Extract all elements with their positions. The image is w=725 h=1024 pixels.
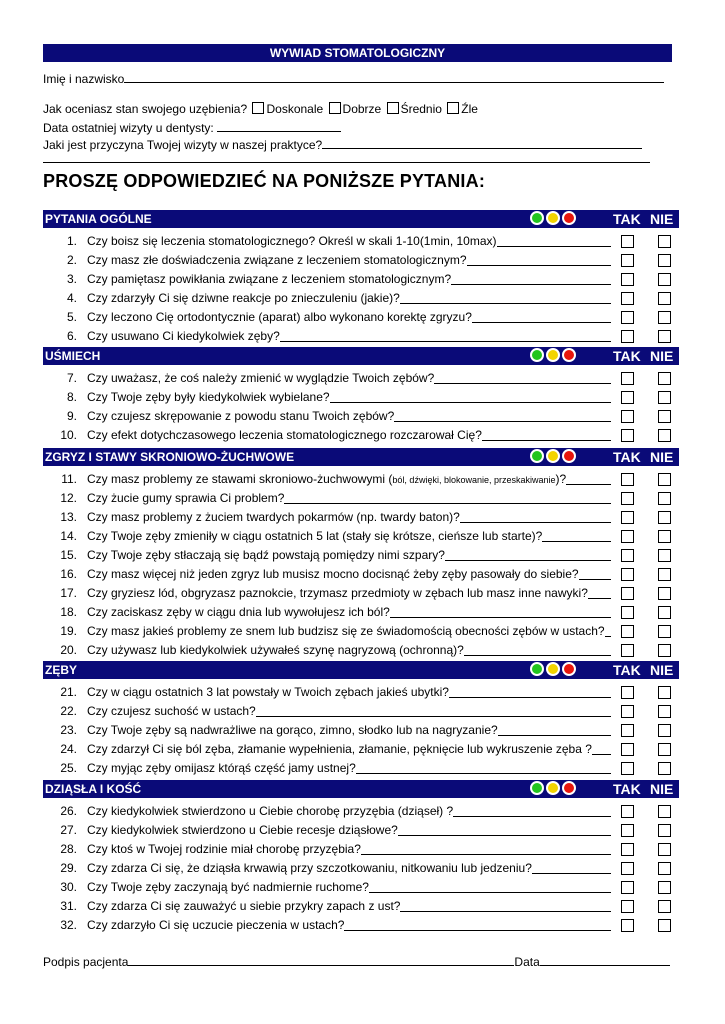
question-number: 14.: [60, 529, 77, 543]
yes-checkbox[interactable]: [621, 292, 634, 305]
question-text: [87, 409, 394, 423]
question-number: 20.: [60, 643, 77, 657]
signature-row: [43, 953, 670, 969]
question-text: [87, 861, 532, 875]
question-number: 9.: [66, 409, 77, 423]
no-checkbox[interactable]: [658, 705, 671, 718]
green-light-icon: [530, 211, 544, 225]
answer-line[interactable]: [344, 930, 611, 931]
last-visit-label: Data ostatniej wizyty u dentysty:: [43, 121, 214, 135]
answer-line[interactable]: [542, 541, 611, 542]
reason-label: Jaki jest przyczyna Twojej wizyty w naszej praktyce?: [43, 138, 323, 152]
question-number: 7.: [66, 371, 77, 385]
question-text: [87, 567, 579, 581]
no-column-label: NIE: [650, 662, 674, 678]
question-text-main: Czy boisz się leczenia stomatologicznego? Określ w skali 1-10(1min, 10max): [87, 234, 497, 248]
reason-row: [43, 136, 642, 152]
question-text: [87, 428, 482, 442]
question-text: [87, 510, 460, 524]
question-text: [87, 899, 400, 913]
no-column-label: NIE: [650, 781, 674, 797]
no-checkbox[interactable]: [658, 511, 671, 524]
question-text: [87, 723, 498, 737]
traffic-lights: [530, 449, 576, 465]
answer-line[interactable]: [434, 383, 611, 384]
question-text-main: Czy Twoje zęby stłaczają się bądź powstają pomiędzy nimi szpary?: [87, 548, 445, 562]
answer-line[interactable]: [532, 873, 611, 874]
date-label: Data: [514, 955, 540, 969]
question-row: [43, 308, 679, 326]
yes-checkbox[interactable]: [621, 311, 634, 324]
question-row: [43, 232, 679, 250]
question-row: [43, 327, 679, 345]
no-checkbox[interactable]: [658, 492, 671, 505]
answer-line[interactable]: [356, 773, 611, 774]
section-title: PYTANIA OGÓLNE: [45, 212, 152, 226]
traffic-lights: [530, 348, 576, 364]
yes-checkbox[interactable]: [621, 843, 634, 856]
yes-checkbox[interactable]: [621, 762, 634, 775]
teeth-question: Jak oceniasz stan swojego uzębienia?: [43, 102, 248, 116]
no-checkbox[interactable]: [658, 391, 671, 404]
green-light-icon: [530, 781, 544, 795]
question-row: [43, 527, 679, 545]
question-number: 24.: [60, 742, 77, 756]
no-checkbox[interactable]: [658, 724, 671, 737]
question-text-main: Czy w ciągu ostatnich 3 lat powstały w Twoich zębach jakieś ubytki?: [87, 685, 449, 699]
question-row: [43, 251, 679, 269]
question-text-main: Czy zdarzyły Ci się dziwne reakcje po znieczuleniu (jakie)?: [87, 291, 400, 305]
answer-line[interactable]: [280, 341, 611, 342]
option-zle-checkbox[interactable]: [447, 102, 459, 114]
yes-checkbox[interactable]: [621, 410, 634, 423]
question-text: [87, 823, 398, 837]
question-row: [43, 802, 679, 820]
question-number: 15.: [60, 548, 77, 562]
question-row: [43, 840, 679, 858]
question-number: 31.: [60, 899, 77, 913]
answer-line[interactable]: [453, 816, 611, 817]
section-title: DZIĄSŁA I KOŚĆ: [45, 782, 142, 796]
no-checkbox[interactable]: [658, 686, 671, 699]
question-text: [87, 548, 445, 562]
no-checkbox[interactable]: [658, 473, 671, 486]
no-checkbox[interactable]: [658, 900, 671, 913]
yes-column-label: TAK: [613, 348, 641, 364]
question-row: [43, 821, 679, 839]
question-number: 6.: [66, 329, 77, 343]
question-text-main: Czy masz więcej niż jeden zgryz lub musisz mocno docisnąć żeby zęby pasowały do siebie?: [87, 567, 579, 581]
no-checkbox[interactable]: [658, 762, 671, 775]
question-text-main: Czy masz złe doświadczenia związane z leczeniem stomatologicznym?: [87, 253, 467, 267]
traffic-lights: [530, 211, 576, 227]
yes-checkbox[interactable]: [621, 429, 634, 442]
red-light-icon: [562, 662, 576, 676]
question-row: [43, 369, 679, 387]
question-text-main: Czy zdarza Ci się zauważyć u siebie przykry zapach z ust?: [87, 899, 401, 913]
yellow-light-icon: [546, 449, 560, 463]
traffic-lights: [530, 662, 576, 678]
green-light-icon: [530, 449, 544, 463]
question-text-main: Czy zdarzyło Ci się uczucie pieczenia w ustach?: [87, 918, 345, 932]
question-row: [43, 584, 679, 602]
no-checkbox[interactable]: [658, 824, 671, 837]
reason-field[interactable]: [322, 136, 642, 149]
question-number: 16.: [60, 567, 77, 581]
question-text-main: Czy czujesz suchość w ustach?: [87, 704, 256, 718]
no-checkbox[interactable]: [658, 805, 671, 818]
question-row: [43, 407, 679, 425]
question-text-detail: ból, dźwięki, blokowanie, przeskakiwanie: [392, 475, 556, 485]
question-number: 17.: [60, 586, 77, 600]
answer-line[interactable]: [390, 617, 611, 618]
question-number: 3.: [66, 272, 77, 286]
answer-line[interactable]: [498, 735, 611, 736]
yes-checkbox[interactable]: [621, 473, 634, 486]
answer-line[interactable]: [566, 484, 611, 485]
option-dobrze-label: Dobrze: [342, 102, 382, 116]
yes-checkbox[interactable]: [621, 254, 634, 267]
form-title: WYWIAD STOMATOLOGICZNY: [43, 44, 672, 62]
name-label: Imię i nazwisko: [43, 72, 125, 86]
question-text: [87, 704, 256, 718]
green-light-icon: [530, 348, 544, 362]
question-row: [43, 740, 679, 758]
question-row: [43, 603, 679, 621]
section-header-1: [43, 210, 679, 228]
yes-checkbox[interactable]: [621, 530, 634, 543]
question-row: [43, 878, 679, 896]
answer-line[interactable]: [579, 579, 611, 580]
question-number: 4.: [66, 291, 77, 305]
question-text: [87, 529, 542, 543]
answer-line[interactable]: [482, 440, 611, 441]
section-title: ZĘBY: [45, 663, 78, 677]
question-text-main: Czy używasz lub kiedykolwiek używałeś szynę nagryzową (ochronną)?: [87, 643, 464, 657]
question-text-main: Czy kiedykolwiek stwierdzono u Ciebie chorobę przyzębia (dziąseł) ?: [87, 804, 454, 818]
question-row: [43, 702, 679, 720]
question-number: 2.: [66, 253, 77, 267]
yes-checkbox[interactable]: [621, 919, 634, 932]
answer-line[interactable]: [369, 892, 611, 893]
yellow-light-icon: [546, 211, 560, 225]
question-row: [43, 622, 679, 640]
yes-column-label: TAK: [613, 211, 641, 227]
question-text-main: Czy myjąc zęby omijasz którąś część jamy ustnej?: [87, 761, 356, 775]
question-text-main: Czy usuwano Ci kiedykolwiek zęby?: [87, 329, 280, 343]
yes-checkbox[interactable]: [621, 824, 634, 837]
yes-checkbox[interactable]: [621, 686, 634, 699]
question-text-main: Czy zdarza Ci się, że dziąsła krwawią przy szczotkowaniu, nitkowaniu lub jedzeniu?: [87, 861, 532, 875]
yellow-light-icon: [546, 662, 560, 676]
question-text: [87, 291, 400, 305]
yes-checkbox[interactable]: [621, 705, 634, 718]
question-row: [43, 270, 679, 288]
name-row: [43, 70, 664, 86]
no-checkbox[interactable]: [658, 881, 671, 894]
answer-line[interactable]: [256, 716, 611, 717]
no-checkbox[interactable]: [658, 311, 671, 324]
question-number: 23.: [60, 723, 77, 737]
yes-column-label: TAK: [613, 449, 641, 465]
section-title: UŚMIECH: [45, 349, 101, 363]
question-text: [87, 491, 284, 505]
question-text-main: Czy masz problemy z żuciem twardych pokarmów (np. twardy baton)?: [87, 510, 460, 524]
question-number: 13.: [60, 510, 77, 524]
yes-column-label: TAK: [613, 781, 641, 797]
yes-checkbox[interactable]: [621, 606, 634, 619]
question-text-tail: )?: [555, 472, 567, 486]
question-text-main: Czy kiedykolwiek stwierdzono u Ciebie recesje dziąsłowe?: [87, 823, 398, 837]
answer-line[interactable]: [284, 503, 611, 504]
question-row: [43, 683, 679, 701]
answer-line[interactable]: [449, 697, 611, 698]
question-text: [87, 880, 369, 894]
yes-checkbox[interactable]: [621, 881, 634, 894]
question-row: [43, 565, 679, 583]
yes-checkbox[interactable]: [621, 235, 634, 248]
yes-checkbox[interactable]: [621, 273, 634, 286]
answer-line[interactable]: [330, 402, 611, 403]
option-doskonale-label: Doskonale: [266, 102, 324, 116]
question-row: [43, 916, 679, 934]
no-checkbox[interactable]: [658, 587, 671, 600]
no-checkbox[interactable]: [658, 625, 671, 638]
question-text: [87, 643, 464, 657]
question-text: [87, 685, 449, 699]
teeth-rating-row: [43, 102, 478, 116]
question-number: 19.: [60, 624, 77, 638]
yes-checkbox[interactable]: [621, 511, 634, 524]
question-number: 22.: [60, 704, 77, 718]
question-text: [87, 605, 390, 619]
yellow-light-icon: [546, 348, 560, 362]
question-text: [87, 329, 280, 343]
yes-checkbox[interactable]: [621, 900, 634, 913]
no-checkbox[interactable]: [658, 568, 671, 581]
red-light-icon: [562, 348, 576, 362]
no-checkbox[interactable]: [658, 235, 671, 248]
section-title: ZGRYZ I STAWY SKRONIOWO-ŻUCHWOWE: [45, 450, 295, 464]
question-row: [43, 388, 679, 406]
question-text: [87, 804, 453, 818]
question-text-main: Czy pamiętasz powikłania związane z leczeniem stomatologicznym?: [87, 272, 452, 286]
answer-line[interactable]: [592, 754, 611, 755]
question-text: [87, 761, 356, 775]
yes-column-label: TAK: [613, 662, 641, 678]
question-text-main: Czy masz problemy ze stawami skroniowo-żuchwowymi (: [87, 472, 393, 486]
answer-line[interactable]: [460, 522, 611, 523]
answer-line[interactable]: [497, 246, 611, 247]
green-light-icon: [530, 662, 544, 676]
question-text-main: Czy leczono Cię ortodontycznie (aparat) albo wykonano korektę zgryzu?: [87, 310, 472, 324]
signature-field[interactable]: [128, 953, 514, 966]
yes-checkbox[interactable]: [621, 330, 634, 343]
answer-line[interactable]: [361, 854, 611, 855]
question-row: [43, 641, 679, 659]
question-text: [87, 390, 330, 404]
no-checkbox[interactable]: [658, 254, 671, 267]
question-number: 18.: [60, 605, 77, 619]
name-field[interactable]: [124, 70, 664, 83]
question-number: 5.: [66, 310, 77, 324]
red-light-icon: [562, 211, 576, 225]
question-text-main: Czy Twoje zęby zaczynają być nadmiernie ruchome?: [87, 880, 369, 894]
yes-checkbox[interactable]: [621, 724, 634, 737]
reason-field-line-2[interactable]: [43, 162, 650, 163]
question-number: 10.: [60, 428, 77, 442]
yes-checkbox[interactable]: [621, 862, 634, 875]
no-column-label: NIE: [650, 449, 674, 465]
no-column-label: NIE: [650, 211, 674, 227]
question-text-main: Czy zdarzył Ci się ból zęba, złamanie wypełnienia, złamanie, pęknięcie lub wykruszenie zęba ?: [87, 742, 592, 756]
no-checkbox[interactable]: [658, 743, 671, 756]
question-text: [87, 310, 472, 324]
yes-checkbox[interactable]: [621, 372, 634, 385]
question-text-main: Czy Twoje zęby są nadwrażliwe na gorąco, zimno, słodko lub na nagryzanie?: [87, 723, 498, 737]
question-row: [43, 508, 679, 526]
question-number: 21.: [60, 685, 77, 699]
option-zle-label: Źle: [461, 102, 478, 116]
question-number: 25.: [60, 761, 77, 775]
no-checkbox[interactable]: [658, 429, 671, 442]
option-dobrze-checkbox[interactable]: [329, 102, 341, 114]
question-number: 11.: [61, 472, 77, 486]
no-column-label: NIE: [650, 348, 674, 364]
question-text-main: Czy Twoje zęby były kiedykolwiek wybielane?: [87, 390, 330, 404]
red-light-icon: [562, 449, 576, 463]
no-checkbox[interactable]: [658, 919, 671, 932]
date-field[interactable]: [540, 953, 670, 966]
question-text: [87, 918, 344, 932]
yes-checkbox[interactable]: [621, 625, 634, 638]
yes-checkbox[interactable]: [621, 743, 634, 756]
answer-line[interactable]: [467, 265, 611, 266]
no-checkbox[interactable]: [658, 644, 671, 657]
question-text: [87, 472, 566, 486]
yes-checkbox[interactable]: [621, 644, 634, 657]
section-header-3: [43, 448, 679, 466]
question-row: [43, 546, 679, 564]
question-number: 28.: [60, 842, 77, 856]
answer-line[interactable]: [445, 560, 611, 561]
no-checkbox[interactable]: [658, 273, 671, 286]
section-header-5: [43, 780, 679, 798]
red-light-icon: [562, 781, 576, 795]
question-row: [43, 759, 679, 777]
question-text: [87, 272, 451, 286]
yes-checkbox[interactable]: [621, 805, 634, 818]
question-text: [87, 624, 605, 638]
question-number: 1.: [66, 234, 77, 248]
question-row: [43, 859, 679, 877]
question-number: 26.: [60, 804, 77, 818]
question-text-main: Czy uważasz, że coś należy zmienić w wyglądzie Twoich zębów?: [87, 371, 435, 385]
question-text-main: Czy czujesz skrępowanie z powodu stanu Twoich zębów?: [87, 409, 395, 423]
question-text-main: Czy zaciskasz zęby w ciągu dnia lub wywołujesz ich ból?: [87, 605, 390, 619]
no-checkbox[interactable]: [658, 606, 671, 619]
yes-checkbox[interactable]: [621, 549, 634, 562]
section-header-2: [43, 347, 679, 365]
question-number: 27.: [60, 823, 77, 837]
no-checkbox[interactable]: [658, 372, 671, 385]
question-number: 30.: [60, 880, 77, 894]
question-text-main: Czy gryziesz lód, obgryzasz paznokcie, trzymasz przedmioty w zębach lub masz inne nawyki?: [87, 586, 588, 600]
question-text-main: Czy efekt dotychczasowego leczenia stomatologicznego rozczarował Cię?: [87, 428, 482, 442]
signature-label: Podpis pacjenta: [43, 955, 129, 969]
last-visit-row: [43, 119, 341, 135]
yes-checkbox[interactable]: [621, 568, 634, 581]
answer-line[interactable]: [605, 636, 611, 637]
question-text: [87, 842, 361, 856]
yellow-light-icon: [546, 781, 560, 795]
no-checkbox[interactable]: [658, 292, 671, 305]
answer-line[interactable]: [400, 911, 611, 912]
question-row: [43, 721, 679, 739]
question-text: [87, 371, 434, 385]
section-header-4: [43, 661, 679, 679]
traffic-lights: [530, 781, 576, 797]
question-text-main: Czy żucie gumy sprawia Ci problem?: [87, 491, 285, 505]
answer-line[interactable]: [398, 835, 611, 836]
no-checkbox[interactable]: [658, 862, 671, 875]
answer-line[interactable]: [394, 421, 611, 422]
question-text: [87, 742, 592, 756]
question-number: 29.: [60, 861, 77, 875]
question-text: [87, 586, 588, 600]
no-checkbox[interactable]: [658, 410, 671, 423]
answer-line[interactable]: [472, 322, 611, 323]
no-checkbox[interactable]: [658, 330, 671, 343]
answer-line[interactable]: [451, 284, 611, 285]
answer-line[interactable]: [400, 303, 611, 304]
question-row: [43, 426, 679, 444]
question-text: [87, 253, 467, 267]
last-visit-field[interactable]: [217, 119, 341, 132]
option-doskonale-checkbox[interactable]: [252, 102, 264, 114]
question-text: [87, 234, 497, 248]
option-srednio-label: Średnio: [400, 102, 442, 116]
option-srednio-checkbox[interactable]: [387, 102, 399, 114]
question-text-main: Czy masz jakieś problemy ze snem lub budzisz się ze świadomością obecności zębów w ustach?: [87, 624, 605, 638]
no-checkbox[interactable]: [658, 843, 671, 856]
question-number: 32.: [60, 918, 77, 932]
no-checkbox[interactable]: [658, 549, 671, 562]
answer-line[interactable]: [464, 655, 611, 656]
question-row: [43, 489, 679, 507]
question-row: [43, 289, 679, 307]
question-row: [43, 470, 679, 488]
yes-checkbox[interactable]: [621, 587, 634, 600]
question-row: [43, 897, 679, 915]
yes-checkbox[interactable]: [621, 391, 634, 404]
answer-line[interactable]: [588, 598, 611, 599]
question-text-main: Czy Twoje zęby zmieniły w ciągu ostatnich 5 lat (stały się krótsze, cieńsze lub starte)?: [87, 529, 543, 543]
no-checkbox[interactable]: [658, 530, 671, 543]
question-number: 8.: [66, 390, 77, 404]
question-text-main: Czy ktoś w Twojej rodzinie miał chorobę przyzębia?: [87, 842, 361, 856]
instruction-heading: PROSZĘ ODPOWIEDZIEĆ NA PONIŻSZE PYTANIA:: [43, 171, 486, 191]
yes-checkbox[interactable]: [621, 492, 634, 505]
question-number: 12.: [60, 491, 77, 505]
